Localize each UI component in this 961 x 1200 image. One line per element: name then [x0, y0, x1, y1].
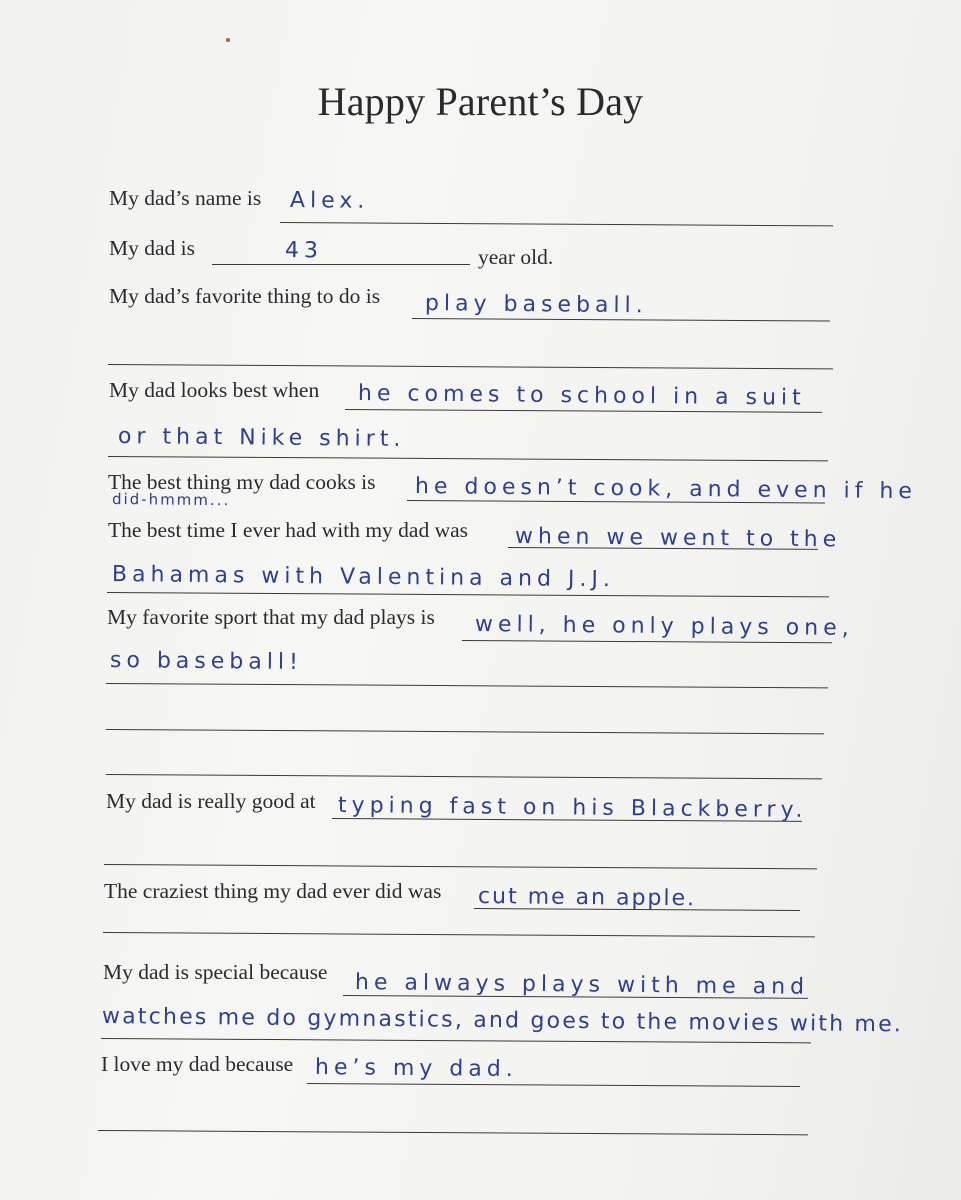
answer-line — [101, 1038, 811, 1043]
answer-cooks-2: did-hmmm... — [111, 490, 231, 510]
answer-favorite-thing: play baseball. — [424, 291, 648, 319]
prompt-good-at: My dad is really good at — [106, 789, 316, 813]
answer-love: he’s my dad. — [314, 1055, 518, 1083]
page-title: Happy Parent’s Day — [317, 79, 644, 124]
answer-line — [412, 318, 830, 322]
answer-favorite-sport-1: well, he only plays one, — [474, 612, 854, 641]
prompt-special: My dad is special because — [103, 960, 328, 984]
answer-special-1: he always plays with me and — [354, 970, 810, 1000]
answer-looks-best-1: he comes to school in a suit — [357, 381, 806, 411]
answer-line — [106, 729, 824, 734]
answer-line — [106, 774, 822, 779]
answer-best-time-1: when we went to the — [514, 524, 842, 553]
answer-line — [280, 222, 833, 226]
ink-dot — [226, 38, 230, 42]
answer-line — [104, 864, 817, 869]
answer-good-at: typing fast on his Blackberry. — [337, 793, 808, 823]
answer-special-2: watches me do gymnastics, and goes to the movies with me. — [101, 1004, 904, 1038]
answer-line — [107, 592, 829, 597]
answer-line — [108, 364, 833, 369]
prompt-craziest: The craziest thing my dad ever did was — [104, 879, 442, 903]
answer-line — [106, 683, 828, 688]
prompt-best-time: The best time I ever had with my dad was — [108, 518, 469, 542]
answer-line — [212, 264, 470, 265]
answer-favorite-sport-2: so baseball! — [109, 648, 303, 676]
answer-name: Alex. — [289, 188, 370, 214]
answer-craziest: cut me an apple. — [477, 884, 697, 912]
prompt-favorite-sport: My favorite sport that my dad plays is — [107, 605, 435, 629]
answer-best-time-2: Bahamas with Valentina and J.J. — [111, 562, 616, 593]
prompt-favorite-thing: My dad’s favorite thing to do is — [109, 284, 381, 308]
prompt-looks-best: My dad looks best when — [109, 378, 320, 402]
answer-age: 43 — [284, 238, 324, 264]
answer-line — [108, 456, 828, 461]
prompt-name: My dad’s name is — [109, 186, 262, 210]
answer-line — [307, 1083, 800, 1087]
answer-looks-best-2: or that Nike shirt. — [117, 424, 406, 453]
answer-cooks-1: he doesn’t cook, and even if he — [414, 474, 918, 505]
answer-line — [103, 932, 815, 937]
answer-line — [98, 1130, 808, 1135]
prompt-cooks: The best thing my dad cooks is — [108, 470, 376, 494]
answer-line — [462, 640, 832, 643]
prompt-age: My dad is — [109, 236, 195, 260]
prompt-love: I love my dad because — [101, 1052, 294, 1076]
prompt-age-suffix: year old. — [478, 245, 554, 269]
